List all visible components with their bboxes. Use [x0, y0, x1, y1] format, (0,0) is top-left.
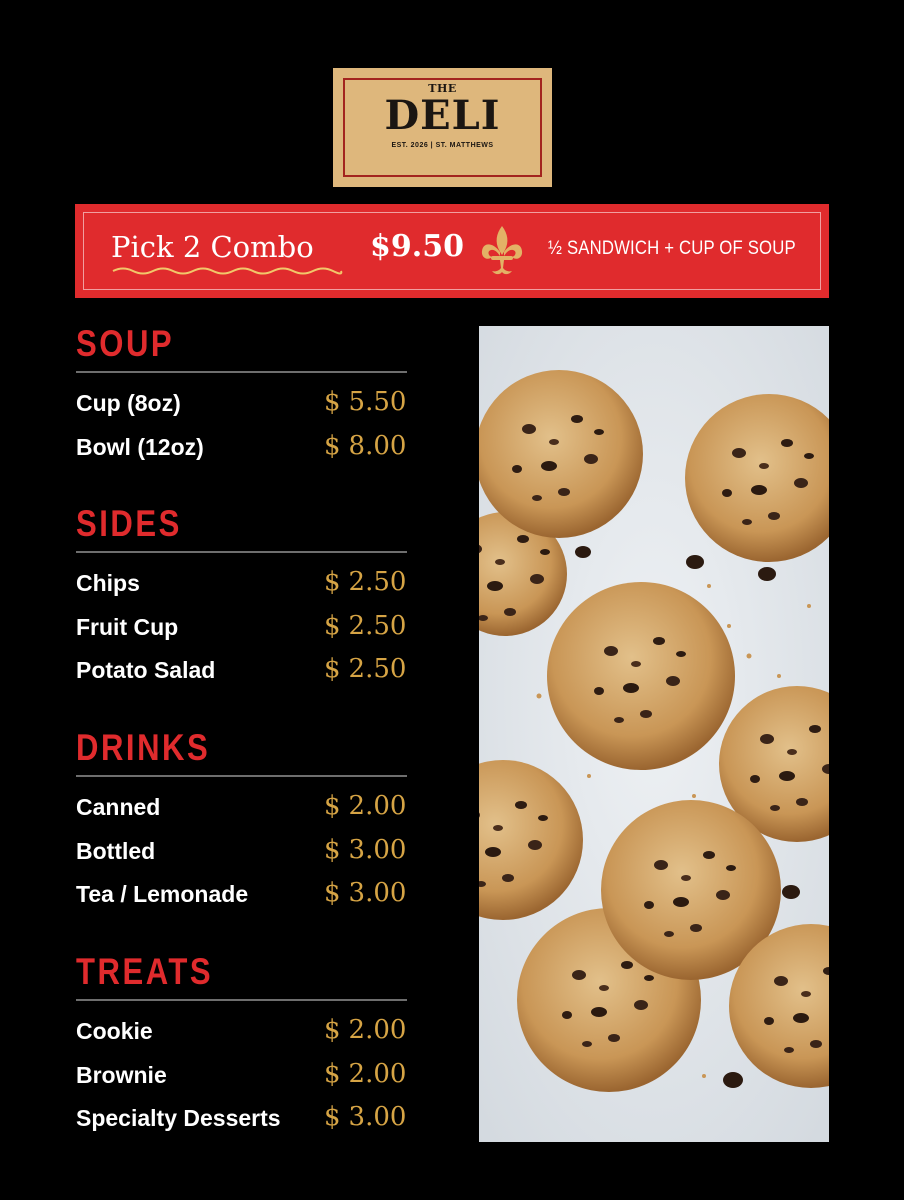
cookies-photo — [479, 326, 829, 1142]
currency-sign: $ — [324, 1015, 341, 1045]
menu-item — [76, 880, 416, 924]
wavy-underline — [111, 266, 343, 276]
menu-list — [76, 322, 416, 1174]
section-drinks — [76, 726, 416, 950]
menu-item — [76, 834, 416, 881]
item-name: Cookie — [76, 1018, 153, 1044]
section-title: SIDES — [76, 503, 182, 544]
cookie — [479, 370, 643, 538]
item-name: Bowl (12oz) — [76, 433, 204, 460]
item-name: Chips — [76, 570, 140, 596]
deli-logo — [333, 68, 552, 187]
item-price — [324, 567, 406, 597]
section-divider — [76, 775, 407, 777]
item-name: Tea / Lemonade — [76, 881, 249, 907]
fleur-de-lis-icon — [479, 224, 525, 276]
item-name: Bottled — [76, 837, 156, 864]
price-amount: 2.50 — [348, 610, 407, 641]
price-amount: 3.00 — [348, 834, 407, 865]
combo-price: $9.50 — [370, 229, 464, 264]
menu-item — [76, 610, 416, 657]
combo-banner — [75, 204, 829, 298]
price-amount: 5.50 — [348, 387, 407, 417]
item-price — [324, 611, 406, 641]
menu-item — [76, 430, 416, 477]
logo-the: THE — [428, 82, 457, 95]
item-price — [324, 1059, 406, 1089]
section-divider — [76, 551, 407, 553]
currency-sign: $ — [324, 567, 341, 597]
currency-sign: $ — [324, 654, 341, 684]
cookies-illustration — [479, 326, 829, 1142]
section-divider — [76, 999, 407, 1001]
section-title: TREATS — [76, 951, 214, 992]
price-amount: 8.00 — [348, 430, 407, 461]
item-name: Specialty Desserts — [76, 1105, 281, 1131]
menu-item — [76, 569, 416, 613]
menu-item — [76, 1017, 416, 1061]
menu-item — [76, 1058, 416, 1105]
item-name: Potato Salad — [76, 657, 216, 683]
menu-item — [76, 389, 416, 433]
currency-sign: $ — [324, 791, 341, 821]
section-sides — [76, 502, 416, 726]
section-soup — [76, 322, 416, 502]
item-price — [324, 387, 406, 417]
currency-sign: $ — [324, 387, 341, 417]
price-amount: 2.00 — [348, 1015, 407, 1045]
logo-tagline: EST. 2026 | ST. MATTHEWS — [391, 142, 494, 149]
section-title: DRINKS — [76, 727, 211, 768]
item-price — [324, 1015, 406, 1045]
currency-sign: $ — [324, 610, 341, 641]
item-name: Fruit Cup — [76, 613, 179, 640]
price-amount: 3.00 — [348, 1102, 407, 1132]
item-name: Cup (8oz) — [76, 390, 181, 416]
price-amount: 2.50 — [348, 654, 407, 684]
item-price — [324, 878, 406, 908]
price-amount: 2.50 — [348, 567, 407, 597]
item-name: Brownie — [76, 1061, 167, 1088]
price-amount: 2.00 — [348, 1058, 407, 1089]
currency-sign: $ — [324, 1058, 341, 1089]
item-price — [324, 1102, 406, 1132]
currency-sign: $ — [324, 1102, 341, 1132]
section-treats — [76, 950, 416, 1174]
menu-item — [76, 656, 416, 700]
currency-sign: $ — [324, 878, 341, 908]
item-price — [324, 654, 406, 684]
item-name: Canned — [76, 794, 161, 820]
menu-item — [76, 793, 416, 837]
logo-name: DELI — [384, 92, 501, 139]
item-price — [324, 791, 406, 821]
price-amount: 2.00 — [348, 791, 407, 821]
item-price — [324, 431, 406, 461]
section-divider — [76, 371, 407, 373]
currency-sign: $ — [324, 430, 341, 461]
item-price — [324, 835, 406, 865]
menu-item — [76, 1104, 416, 1148]
cookie — [547, 582, 735, 770]
combo-description: ½ SANDWICH + CUP OF SOUP — [548, 238, 796, 259]
section-title: SOUP — [76, 323, 175, 364]
currency-sign: $ — [324, 834, 341, 865]
combo-title: Pick 2 Combo — [111, 230, 314, 264]
price-amount: 3.00 — [348, 878, 407, 908]
